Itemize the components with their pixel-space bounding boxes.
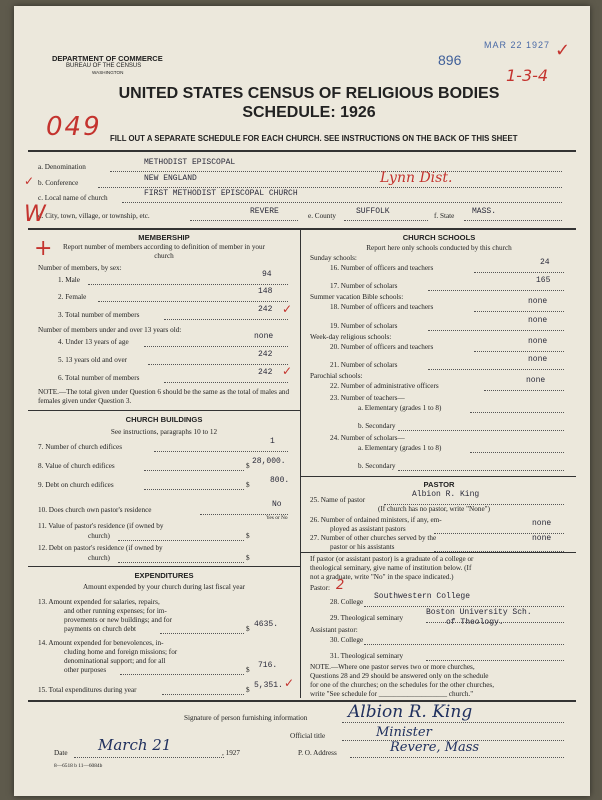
q16-value: 24 — [540, 258, 550, 267]
state-value: MASS. — [472, 207, 497, 216]
q12-dollar: $ — [246, 554, 250, 562]
q25-label: 25. Name of pastor — [310, 496, 366, 504]
county-line — [344, 220, 428, 221]
state-line — [464, 220, 562, 221]
signature-value: Albion R. King — [348, 702, 473, 722]
schools-rule — [300, 476, 576, 477]
city-line — [190, 220, 298, 221]
pastor-note-4: write "See schedule for ___________________ church." — [310, 690, 474, 698]
q9-dollar: $ — [246, 481, 250, 489]
membership-note: NOTE.—The total given under Question 6 should be the same as the total of males and females given under Question 3. — [38, 388, 290, 405]
county-value: SUFFOLK — [356, 207, 390, 216]
conference-label: b. Conference — [38, 179, 79, 187]
year-value: , 1927 — [222, 749, 240, 757]
q23a-label: a. Elementary (grades 1 to 8) — [358, 404, 442, 412]
q18-value: none — [528, 297, 548, 306]
expenditures-subtitle: Amount expended by your church during last fiscal year — [82, 583, 246, 591]
denomination-value: METHODIST EPISCOPAL — [144, 158, 236, 167]
buildings-subtitle: See instructions, paragraphs 10 to 12 — [110, 428, 218, 436]
q22-value: none — [526, 376, 546, 385]
church-name-label: c. Local name of church — [38, 194, 108, 202]
q29-value-2: of Theology. — [446, 618, 504, 627]
q4-label: 4. Under 13 years of age — [58, 338, 129, 346]
signature-line — [342, 722, 564, 723]
q5-label: 5. 13 years old and over — [58, 356, 128, 364]
age-label: Number of members under and over 13 years old: — [38, 326, 182, 334]
q29-label: 29. Theological seminary — [330, 614, 404, 622]
washington-label: WASHINGTON — [92, 70, 124, 75]
red-code-annotation: 1-3-4 — [506, 66, 549, 85]
q23-label: 23. Number of teachers— — [330, 394, 405, 402]
denomination-line — [110, 171, 562, 172]
parochial-label: Parochial schools: — [310, 372, 363, 380]
bureau-label: BUREAU OF THE CENSUS — [66, 63, 142, 69]
q12-line — [118, 562, 244, 563]
church-name-value: FIRST METHODIST EPISCOPAL CHURCH — [144, 189, 298, 198]
q8-value: 28,000. — [252, 457, 286, 466]
q15-value: 5,351. — [254, 681, 283, 690]
column-divider — [300, 228, 301, 698]
expenditures-title: EXPENDITURES — [134, 571, 194, 580]
q26-value: none — [532, 519, 552, 528]
official-title-value: Minister — [376, 725, 432, 740]
q25-value: Albion R. King — [412, 490, 480, 499]
q26-label-1: 26. Number of ordained ministers, if any, em- — [310, 516, 442, 524]
q17-label: 17. Number of scholars — [330, 282, 398, 290]
buildings-title: CHURCH BUILDINGS — [125, 415, 203, 424]
schedule-year-title: SCHEDULE: 1926 — [242, 104, 376, 121]
footer-rule — [28, 700, 576, 702]
yes-or-no-hint: Yes or No — [266, 515, 288, 521]
q17-line — [428, 290, 564, 291]
conference-value: NEW ENGLAND — [144, 174, 197, 183]
q28-value: Southwestern College — [374, 592, 471, 601]
date-label: Date — [54, 749, 68, 757]
q8-label: 8. Value of church edifices — [38, 462, 115, 470]
q18-line — [474, 311, 564, 312]
membership-title: MEMBERSHIP — [138, 233, 190, 242]
form-number: 8—6518 b 11—6084b — [54, 763, 103, 769]
buildings-rule — [28, 566, 300, 567]
church-name-line — [122, 202, 562, 203]
q27-label-2: pastor or his assistants — [330, 543, 395, 551]
red-check-mark: ✓ — [555, 40, 571, 61]
grad-note-1: If pastor (or assistant pastor) is a graduate of a college or — [310, 555, 474, 563]
q6-line — [164, 382, 288, 383]
summer-label: Summer vacation Bible schools: — [310, 293, 404, 301]
q13-label-2: and other running expenses; for im- — [64, 607, 167, 615]
q23b-label: b. Secondary — [358, 422, 396, 430]
q24-label: 24. Number of scholars— — [330, 434, 405, 442]
q19-line — [428, 330, 564, 331]
q9-label: 9. Debt on church edifices — [38, 481, 114, 489]
stamp-number: 896 — [438, 52, 462, 68]
grad-note-2: theological seminary, give name of institution below. (If — [310, 564, 472, 572]
identity-rule — [28, 228, 576, 230]
q7-label: 7. Number of church edifices — [38, 443, 123, 451]
signature-label: Signature of person furnishing information — [184, 714, 308, 722]
q24b-line — [398, 470, 564, 471]
q4-value: none — [254, 332, 274, 341]
red-tick-mark: ✓ — [24, 174, 35, 188]
q23b-line — [398, 430, 564, 431]
po-address-line — [350, 757, 564, 758]
q13-label-1: 13. Amount expended for salaries, repairs, — [38, 598, 160, 606]
assistant-pastor-label: Assistant pastor: — [310, 626, 358, 634]
q8-line — [144, 470, 244, 471]
district-annotation: Lynn Dist. — [380, 170, 453, 186]
q15-label: 15. Total expenditures during year — [38, 686, 137, 694]
q25-hint: (If church has no pastor, write "None") — [378, 505, 490, 513]
q27-label-1: 27. Number of other churches served by the — [310, 534, 437, 542]
q14-label-4: other purposes — [64, 666, 107, 674]
q20-value: none — [528, 337, 548, 346]
q28-line — [364, 606, 564, 607]
q26-label-2: ployed as assistant pastors — [330, 525, 406, 533]
q24b-label: b. Secondary — [358, 462, 396, 470]
q12-label: 12. Debt on pastor's residence (if owned by — [38, 544, 163, 552]
q9-value: 800. — [270, 476, 290, 485]
q20-label: 20. Number of officers and teachers — [330, 343, 434, 351]
q12-label-cont: church) — [88, 554, 110, 562]
q31-label: 31. Theological seminary — [330, 652, 404, 660]
q7-value: 1 — [270, 437, 275, 446]
date-value: March 21 — [98, 736, 172, 754]
q14-label-2: cluding home and foreign missions; for — [64, 648, 178, 656]
q11-dollar: $ — [246, 532, 250, 540]
q1-line — [88, 284, 288, 285]
pastor-note-2: Questions 28 and 29 should be answered only on the schedule — [310, 672, 489, 680]
po-address-label: P. O. Address — [298, 749, 337, 757]
q20-line — [474, 351, 564, 352]
q3-check: ✓ — [282, 302, 293, 316]
conference-line — [98, 187, 562, 188]
q11-line — [118, 540, 244, 541]
q6-label: 6. Total number of members — [58, 374, 140, 382]
q13-line — [160, 633, 244, 634]
q31-line — [426, 660, 564, 661]
q14-label-1: 14. Amount expended for benevolences, in- — [38, 639, 164, 647]
red-w-mark: W — [24, 202, 46, 227]
schools-title: CHURCH SCHOOLS — [402, 233, 476, 242]
county-label: e. County — [308, 212, 336, 220]
q30-label: 30. College — [330, 636, 364, 644]
pastor-rule — [300, 552, 576, 553]
q5-line — [148, 364, 288, 365]
q22-line — [484, 390, 564, 391]
q6-check: ✓ — [282, 364, 293, 378]
q13-dollar: $ — [246, 625, 250, 633]
q19-label: 19. Number of scholars — [330, 322, 398, 330]
q16-line — [474, 272, 564, 273]
department-label: DEPARTMENT OF COMMERCE — [52, 54, 163, 63]
form-title: UNITED STATES CENSUS OF RELIGIOUS BODIES — [118, 85, 500, 102]
date-line — [74, 757, 224, 758]
grad-note-3: not a graduate, write "No" in the space indicated.) — [310, 573, 454, 581]
pastor-subheading: Pastor: — [310, 584, 330, 592]
state-label: f. State — [434, 212, 455, 220]
instruction-line: FILL OUT A SEPARATE SCHEDULE FOR EACH CHURCH. SEE INSTRUCTIONS ON THE BACK OF THIS SHEET — [110, 134, 518, 143]
membership-rule — [28, 410, 300, 411]
q19-value: none — [528, 316, 548, 325]
q14-label-3: denominational support; and for all — [64, 657, 166, 665]
q14-value: 716. — [258, 661, 278, 670]
sunday-label: Sunday schools: — [310, 254, 357, 262]
q6-value: 242 — [258, 368, 273, 377]
q5-value: 242 — [258, 350, 273, 359]
q1-value: 94 — [262, 270, 272, 279]
q28-label: 28. College — [330, 598, 364, 606]
city-value: REVERE — [250, 207, 279, 216]
q2-label: 2. Female — [58, 293, 87, 301]
q11-label: 11. Value of pastor's residence (if owned by — [38, 522, 164, 530]
q21-line — [428, 369, 564, 370]
received-date-stamp: MAR 22 1927 — [484, 40, 551, 50]
membership-subtitle: Report number of members according to definition of member in your church — [63, 243, 265, 260]
q9-line — [144, 489, 244, 490]
q15-dollar: $ — [246, 686, 250, 694]
q13-value: 4635. — [254, 620, 279, 629]
official-title-label: Official title — [290, 732, 326, 740]
red-cross-mark: + — [34, 236, 53, 261]
q17-value: 165 — [536, 276, 551, 285]
q2-value: 148 — [258, 287, 273, 296]
po-address-value: Revere, Mass — [390, 740, 480, 755]
pastor-note-3: for one of the churches; on the schedules for the other churches, — [310, 681, 495, 689]
q10-value: No — [272, 500, 282, 509]
q3-label: 3. Total number of members — [58, 311, 140, 319]
q14-line — [120, 674, 244, 675]
q21-label: 21. Number of scholars — [330, 361, 398, 369]
q14-dollar: $ — [246, 666, 250, 674]
q24a-line — [470, 452, 564, 453]
red-number-annotation: 049 — [46, 112, 102, 142]
members-by-sex-label: Number of members, by sex: — [38, 264, 122, 272]
q13-label-4: payments on church debt — [64, 625, 137, 633]
q16-label: 16. Number of officers and teachers — [330, 264, 434, 272]
pastor-red-mark: 2 — [336, 578, 345, 593]
q3-value: 242 — [258, 305, 273, 314]
q2-line — [98, 301, 288, 302]
denomination-label: a. Denomination — [38, 163, 86, 171]
weekday-label: Week-day religious schools: — [310, 333, 392, 341]
schools-subtitle: Report here only schools conducted by this church — [366, 244, 512, 252]
q24a-label: a. Elementary (grades 1 to 8) — [358, 444, 442, 452]
q15-line — [162, 694, 244, 695]
pastor-title: PASTOR — [423, 480, 455, 489]
q4-line — [144, 346, 288, 347]
q11-label-cont: church) — [88, 532, 110, 540]
q13-label-3: provements or new buildings; and for — [64, 616, 172, 624]
q30-line — [364, 644, 564, 645]
pastor-note-1: NOTE.—Where one pastor serves two or more churches, — [310, 663, 475, 671]
city-label: d. City, town, village, or township, etc. — [38, 212, 150, 220]
q10-label: 10. Does church own pastor's residence — [38, 506, 152, 514]
q1-label: 1. Male — [58, 276, 80, 284]
q21-value: none — [528, 355, 548, 364]
header-rule — [28, 150, 576, 152]
q8-dollar: $ — [246, 462, 250, 470]
q15-check: ✓ — [284, 676, 295, 690]
q3-line — [164, 319, 288, 320]
q29-value-1: Boston University Sch. — [426, 608, 532, 617]
census-schedule-sheet — [14, 6, 590, 796]
q7-line — [154, 451, 288, 452]
q27-value: none — [532, 534, 552, 543]
q22-label: 22. Number of administrative officers — [330, 382, 439, 390]
q18-label: 18. Number of officers and teachers — [330, 303, 434, 311]
q23a-line — [470, 412, 564, 413]
